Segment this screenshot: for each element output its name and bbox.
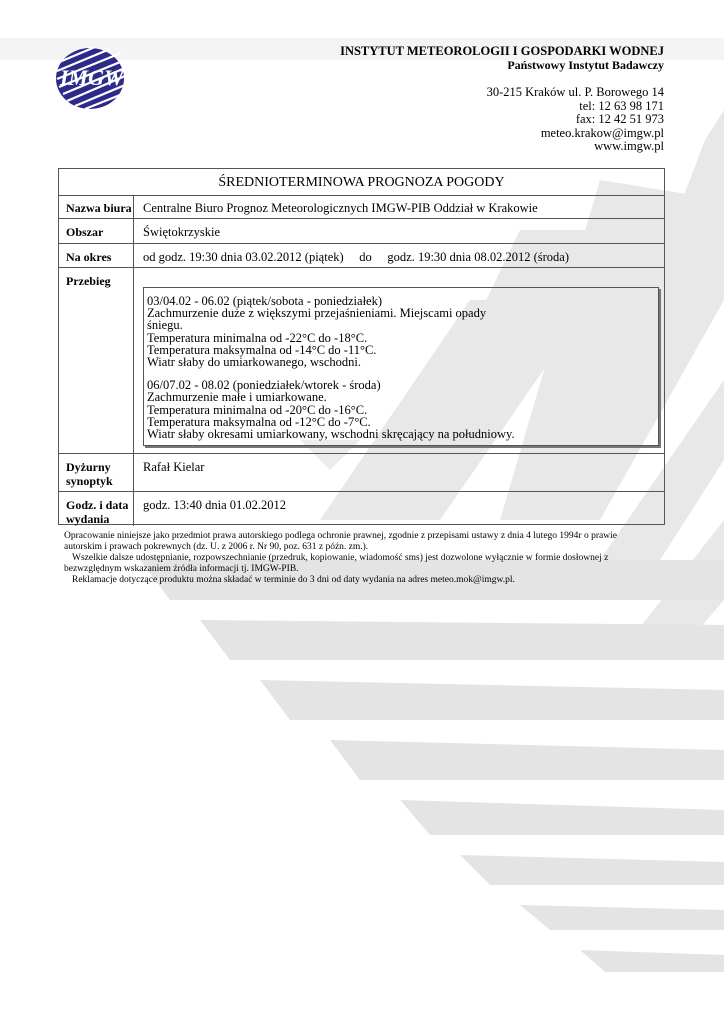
forecast-line: 03/04.02 - 06.02 (piątek/sobota - poniedziałek) [147, 294, 383, 308]
office-label: Nazwa biura [59, 195, 134, 218]
forecast-line: Wiatr słaby okresami umiarkowany, wschodni skręcający na południowy. [147, 427, 515, 442]
area-label: Obszar [59, 219, 134, 243]
forecast-line: Wiatr słaby do umiarkowanego, wschodni. [147, 355, 362, 370]
area-value: Świętokrzyskie [143, 225, 221, 239]
issued-label [59, 492, 134, 526]
footer-line: bezwzględnym wskazaniem źródła informacji tj. IMGW-PIB. [64, 564, 299, 574]
forecast-line: Temperatura minimalna od -22°C do -18°C. [147, 330, 368, 345]
forecast-line: śniegu. [147, 318, 183, 333]
synoptic-label-line-1: Dyżurny [66, 460, 111, 474]
synoptic-value: Rafał Kielar [143, 460, 205, 474]
institute-subtitle: Państwowy Instytut Badawczy [507, 58, 664, 72]
period-row [59, 244, 664, 268]
forecast-line: Temperatura maksymalna od -12°C do -7°C. [147, 414, 371, 429]
footer-line: autorskim i prawach pokrewnych (dz. U. z 2006 r. Nr 90, poz. 631 z późn. zm.). [64, 542, 369, 552]
issued-row [59, 492, 664, 526]
period-value: od godz. 19:30 dnia 03.02.2012 (piątek) do godz. 19:30 dnia 08.02.2012 (środa) [143, 250, 569, 264]
issued-value: godz. 13:40 dnia 01.02.2012 [143, 498, 287, 512]
course-row [59, 268, 664, 454]
area-row [59, 219, 664, 244]
office-row [59, 195, 664, 219]
forecast-period-2 [147, 379, 658, 440]
synoptic-label [59, 454, 134, 491]
forecast-period-1 [147, 295, 658, 368]
institute-name: INSTYTUT METEOROLOGII I GOSPODARKI WODNEJ [340, 44, 664, 58]
forecast-table [58, 168, 665, 525]
address: 30-215 Kraków ul. P. Borowego 14 [486, 85, 664, 99]
footer-line: Reklamacje dotyczące produktu można składać w terminie do 3 dni od daty wydania na adres meteo.mok@imgw.pl. [72, 575, 515, 585]
website-link[interactable]: www.imgw.pl [594, 139, 664, 153]
issued-label-line-1: Godz. i data [66, 498, 129, 512]
forecast-description-box [143, 287, 659, 446]
forecast-line: Temperatura minimalna od -20°C do -16°C. [147, 402, 368, 417]
course-label: Przebieg [59, 268, 134, 453]
synoptic-label-line-2: synoptyk [66, 474, 113, 488]
imgw-logo [55, 47, 125, 110]
email-link[interactable]: meteo.krakow@imgw.pl [540, 125, 664, 140]
institute-header [340, 44, 664, 154]
forecast-line: Zachmurzenie małe i umiarkowane. [147, 390, 327, 405]
period-label: Na okres [59, 244, 134, 267]
synoptic-row [59, 454, 664, 492]
forecast-line: Temperatura maksymalna od -14°C do -11°C. [147, 342, 377, 357]
forecast-line: 06/07.02 - 08.02 (poniedziałek/wtorek - środa) [147, 378, 381, 393]
footer-line: Opracowanie niniejsze jako przedmiot prawa autorskiego podlega ochronie prawnej, zgodnie z przepisami ustawy z dnia 4 lutego 1994r o prawie [64, 531, 617, 541]
contact-block [340, 86, 664, 154]
forecast-line: Zachmurzenie duże z większymi przejaśnieniami. Miejscami opady [147, 306, 487, 321]
phone: tel: 12 63 98 171 [579, 98, 664, 113]
forecast-title: ŚREDNIOTERMINOWA PROGNOZA POGODY [59, 169, 664, 196]
footer-line: Wszelkie dalsze udostępnianie, rozpowszechnianie (przedruk, kopiowanie, wiadomość sms) jest dozwolone wyłącznie w formie dosłownej z [72, 553, 609, 563]
office-value: Centralne Biuro Prognoz Meteorologicznych IMGW-PIB Oddział w Krakowie [143, 201, 538, 215]
fax: fax: 12 42 51 973 [575, 112, 664, 126]
issued-label-line-2: wydania [66, 512, 110, 526]
copyright-footer [64, 531, 654, 586]
svg-text:IMGW: IMGW [60, 65, 124, 90]
